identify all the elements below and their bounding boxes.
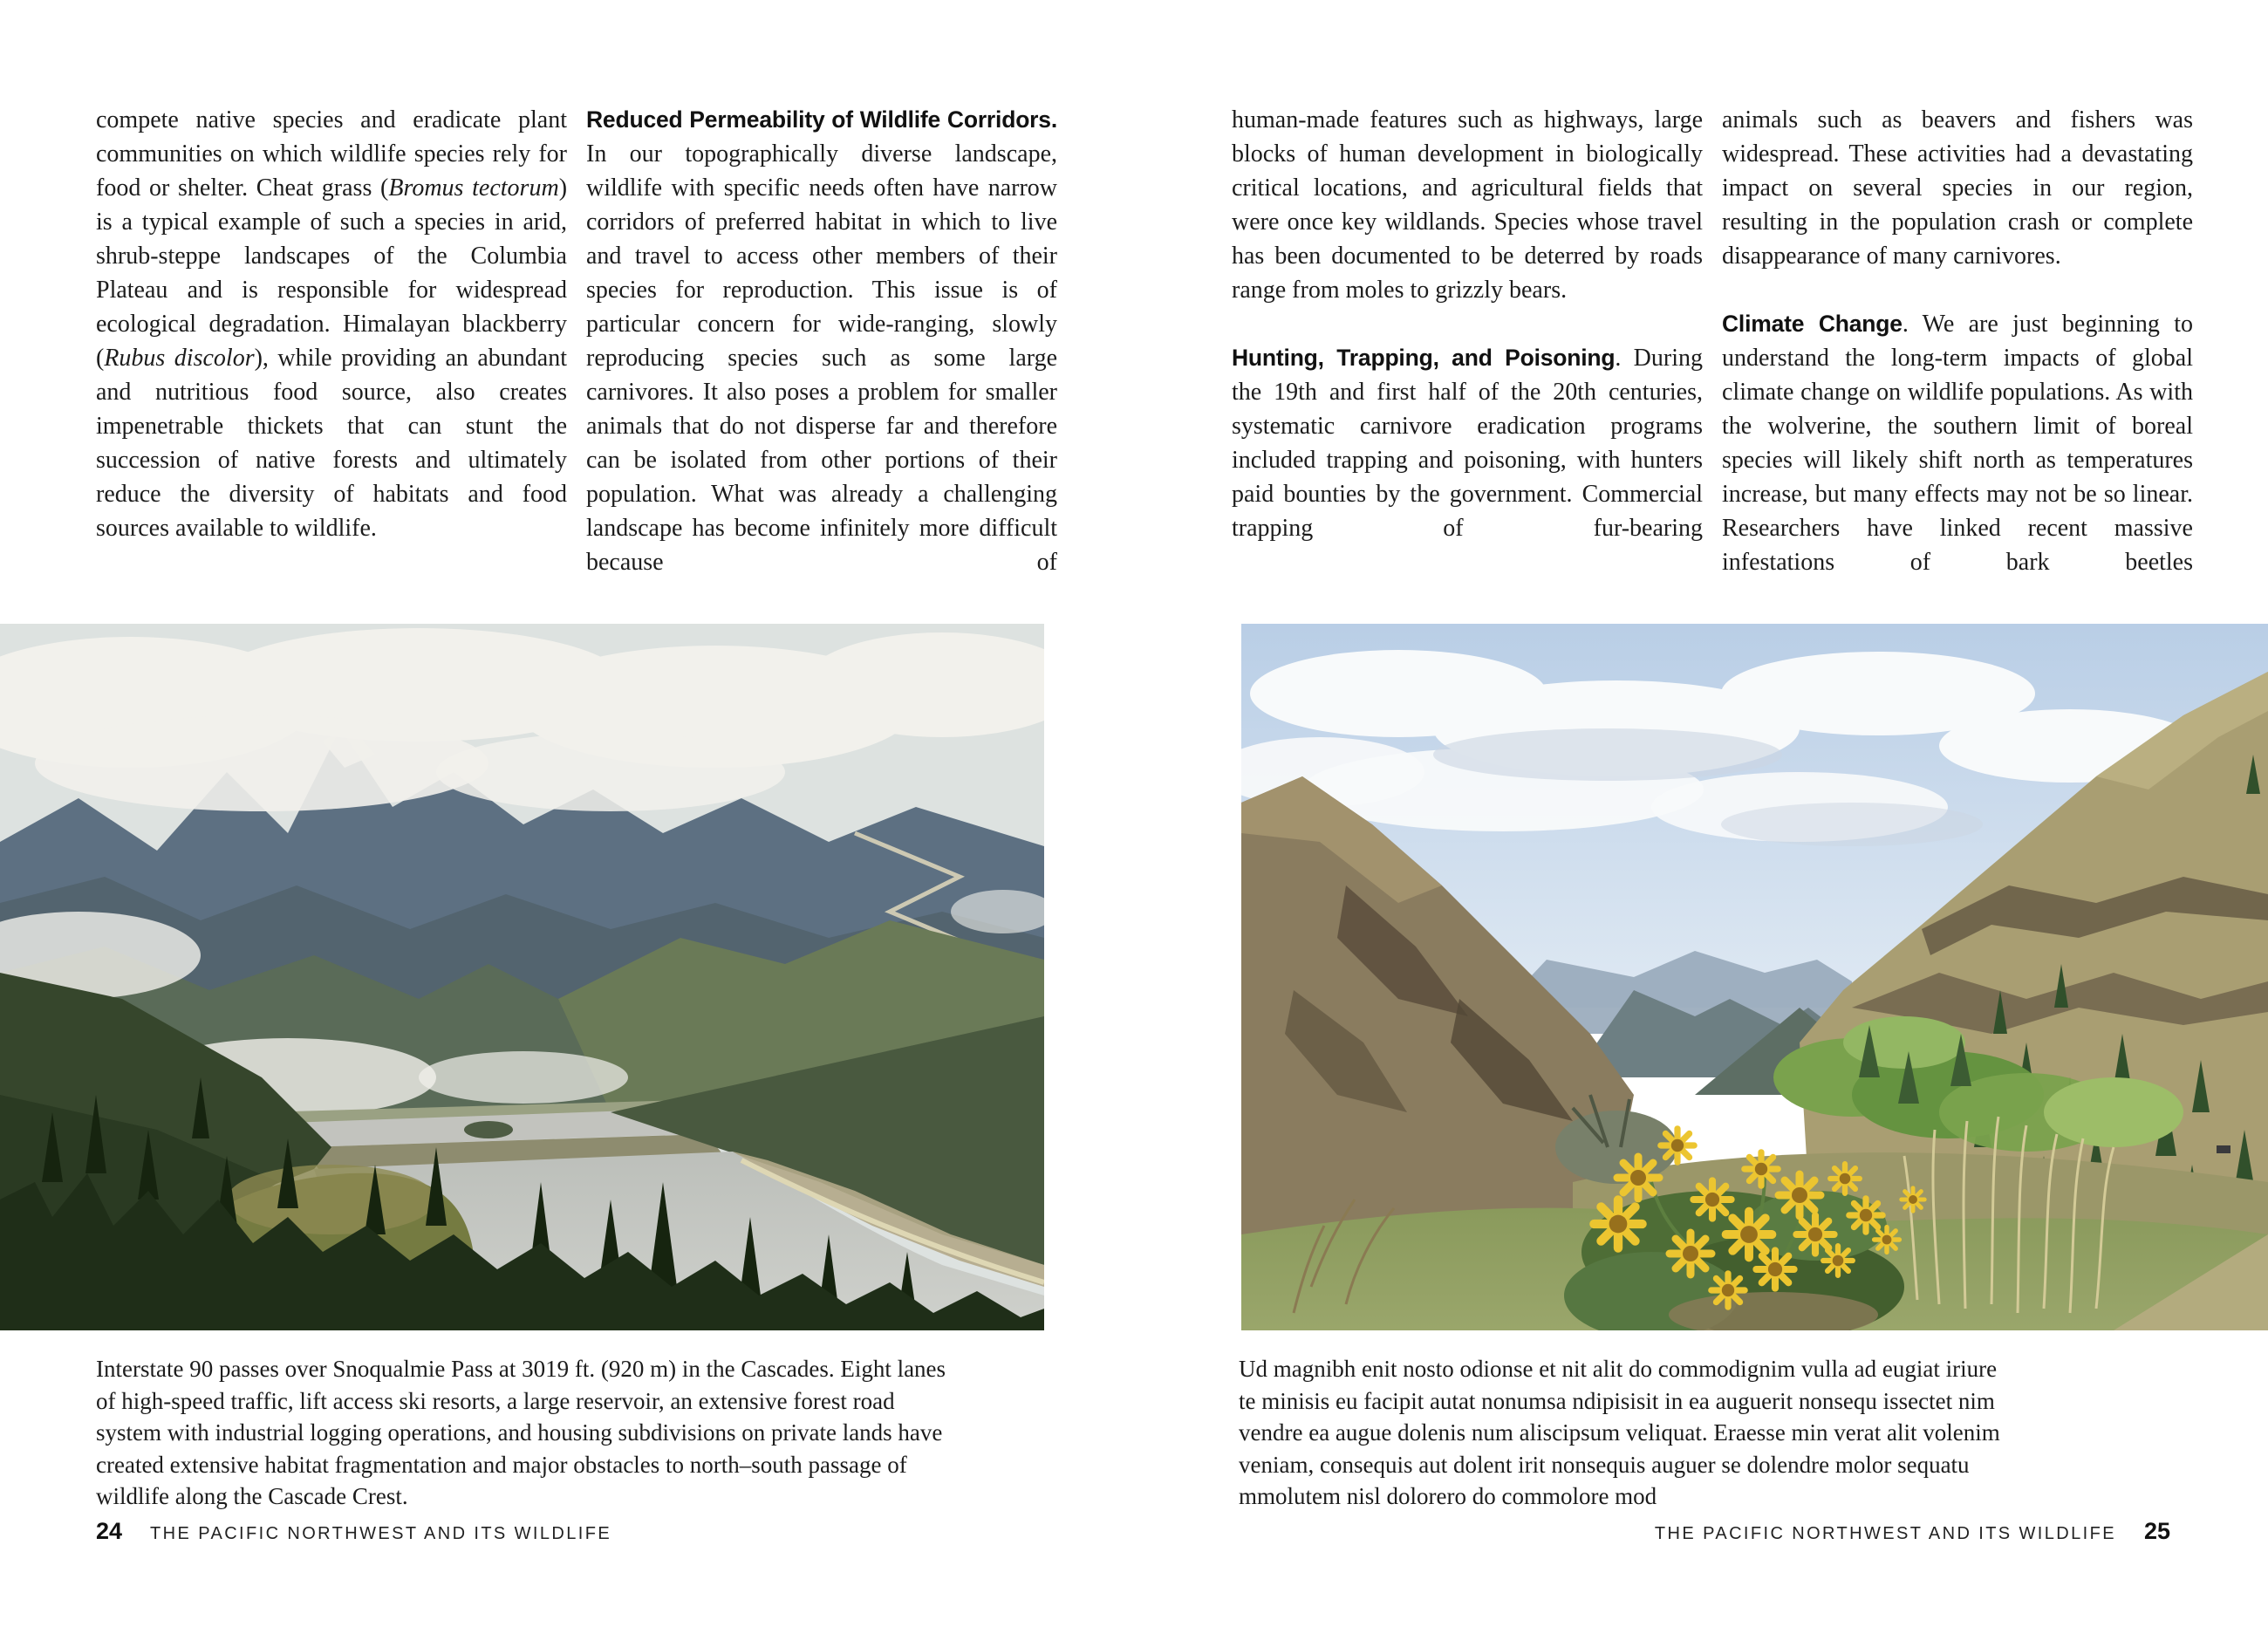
body-text: animals such as beavers and fishers was widespread. These activities had a devastating impact on several species in our region, resulting in the population crash or complete disappearance of many carnivores.: [1722, 106, 2193, 270]
section-heading: Reduced Permeability of Wildlife Corridors.: [586, 106, 1057, 133]
body-paragraph: [1722, 103, 2193, 273]
body-paragraph: [1232, 341, 1703, 545]
right-page-footer: [1232, 1518, 2170, 1545]
section-heading: Climate Change: [1722, 311, 1903, 337]
body-paragraph: [1232, 103, 1703, 307]
body-paragraph: [96, 103, 567, 545]
body-text: human-made features such as highways, large blocks of human development in biologically critical locations, and agricultural fields that were once key wildlands. Species whose travel has been documented to be deterred by roads range from moles to grizzly bears.: [1232, 106, 1703, 304]
left-page-column-1: [96, 103, 567, 545]
left-photo-caption: Interstate 90 passes over Snoqualmie Pass at 3019 ft. (920 m) in the Cascades. Eight lanes of high-speed traffic, lift access ski resorts, a large reservoir, an extensive forest road system with industrial logging operations, and housing subdivisions on private lands have created extensive habitat fragmentation and major obstacles to north–south passage of wildlife along the Cascade Crest.: [96, 1356, 946, 1509]
right-page-column-2: [1722, 103, 2193, 579]
parked-vehicle: [2217, 1145, 2230, 1153]
body-text: ), while providing an abundant and nutritious food source, also creates impenetrable thickets that can stunt the succession of native forests and ultimately reduce the diversity of habitats and food sources available to wildlife.: [96, 345, 567, 542]
canyon-wildflowers-photo: [1241, 624, 2268, 1330]
body-text: compete native species and eradicate plant communities on which wildlife species rely for food or shelter. Cheat grass (: [96, 106, 567, 202]
page-number: 25: [2143, 1518, 2170, 1544]
snoqualmie-pass-photo: [0, 624, 1044, 1330]
running-title: THE PACIFIC NORTHWEST AND ITS WILDLIFE: [1654, 1524, 2116, 1543]
body-paragraph: [1722, 307, 2193, 579]
species-latin-name: Rubus discolor: [104, 345, 255, 372]
species-latin-name: Bromus tectorum: [388, 174, 559, 202]
page-number: 24: [96, 1518, 123, 1544]
right-photo-caption: Ud magnibh enit nosto odionse et nit alit do commodignim vulla ad eugiat iriure te minisis eu facipit autat nonumsa ndipisisit in ea auguerit nonsequ issectet nim vendre ea augue dolenis num aliscipsum veliquat. Eraesse min verat alit volenim veniam, consequis aut dolent irit nonsequis auguer se dolendre molor sequatu mmolutem nisl dolorero do commolore mod: [1239, 1356, 2000, 1509]
body-text: . During the 19th and first half of the 20th centuries, systematic carnivore eradication programs included trapping and poisoning, with hunters paid bounties by the government. Commercial trapping of fur-bearing: [1232, 345, 1704, 542]
section-heading: Hunting, Trapping, and Poisoning: [1232, 345, 1616, 371]
body-text: ) is a typical example of such a species in arid, shrub-steppe landscapes of the Columbia Plateau and is responsible for widespread ecological degradation. Himalayan blackberry (: [96, 174, 568, 372]
left-page-footer: [96, 1518, 611, 1545]
right-page-column-1: [1232, 103, 1703, 545]
body-text: In our topographically diverse landscape, wildlife with specific needs often have narrow corridors of preferred habitat in which to live and travel to access other members of their species for reproduction. This issue is of particular concern for wide-ranging, slowly reproducing species such as some large carnivores. It also poses a problem for smaller animals that do not disperse far and therefore can be isolated from other portions of their population. What was already a challenging landscape has become infinitely more difficult because of: [586, 140, 1057, 576]
left-page-column-2: [586, 103, 1057, 579]
body-paragraph: [586, 103, 1057, 579]
running-title: THE PACIFIC NORTHWEST AND ITS WILDLIFE: [150, 1524, 612, 1543]
body-text: . We are just beginning to understand the long-term impacts of global climate change on wildlife populations. As with the wolverine, the southern limit of boreal species will likely shift north as temperatures increase, but many effects may not be so linear. Researchers have linked recent massive infestations of bark beetles: [1722, 311, 2193, 576]
